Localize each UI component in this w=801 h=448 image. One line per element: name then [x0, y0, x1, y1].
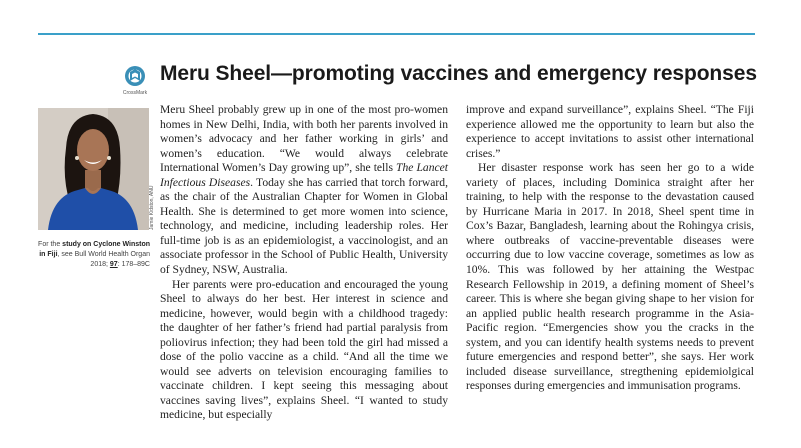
paragraph: improve and expand surveillance”, explains Sheel. “The Fiji experience allowed me the opportunity to learn but also the experience to accept invitations to assist other international crises.”: [466, 103, 754, 160]
crossmark-label: CrossMark: [122, 90, 148, 96]
paragraph: Meru Sheel probably grew up in one of the most pro-women homes in New Delhi, India, with both her parents involved in women’s advocacy and her father working in girls’ and women’s education. “We would always celebrate International Women’s Day growing up”, she tells The Lancet Infectious Diseases. Today she has carried that torch forward, as the chair of the Australian Chapter for Women in Global Health. She is determined to get more women into science, technology, and medicine, including leadership roles. Her full-time job is as an epidemiologist, a vaccinologist, and an associate professor in the School of Public Health, University of Sydney, NSW, Australia.: [160, 103, 449, 277]
photo-credit: Jamie Kidston, ANU: [149, 185, 155, 230]
article-column-right: [466, 103, 754, 394]
portrait-photo: [38, 108, 149, 230]
sidenote-pages: : 178–89C: [117, 261, 150, 268]
paragraph: Her disaster response work has seen her go to a wide variety of places, including Dominica straight after her training, to help with the response to the devastation caused by Hurricane Maria in 2017. In 2018, Sheel spent time in Cox’s Bazar, Bangladesh, learning about the Rohingya crisis, where outbreaks of vaccine-preventable diseases were occurring due to low vaccine coverage, sometimes as low as 10%. This was followed by her attaining the Westpac Research Fellowship in 2019, a defining moment of Sheel’s career. This is where she began giving shape to her vision for an applied public health research programme in the Asia-Pacific region. “Emergencies show you the cracks in the system, and you can identify health systems needs to prevent future emergencies and respond better”, she says. Her work included disease surveillance, stregthening epidemiolgical responses during emergencies and immunisation programs.: [466, 161, 754, 393]
sidenote-journal: Bull World Health Organ: [74, 251, 150, 258]
header-rule: [38, 33, 755, 35]
article-column-left: [160, 103, 448, 423]
sidenote: [38, 240, 150, 270]
sidenote-link[interactable]: study on Cyclone Winston in Fiji: [39, 241, 150, 258]
crossmark-icon: [124, 65, 146, 89]
sidenote-prefix: For the: [38, 241, 63, 248]
sidenote-volume[interactable]: 97: [109, 261, 118, 268]
sidenote-middle: , see: [57, 251, 75, 258]
crossmark-badge[interactable]: [122, 65, 148, 96]
article-title: Meru Sheel—promoting vaccines and emergency responses: [160, 62, 757, 85]
sidenote-year: 2018;: [90, 261, 110, 268]
paragraph: Her parents were pro-education and encouraged the young Sheel to always do her best. Her interest in science and medicine, however, would begin with a childhood tragedy: the daughter of her father’s friend had partial paralysis from poliovirus infection; they had been told the girl had missed a dose of the polio vaccine as a child. “And all the time we would see adverts on television encouraging families to vaccinate children. I kept seeing this messaging about vaccines saving lives”, explains Sheel. “I wanted to study medicine, but especially: [160, 277, 448, 422]
journal-name: The Lancet Infectious Diseases: [160, 161, 449, 189]
